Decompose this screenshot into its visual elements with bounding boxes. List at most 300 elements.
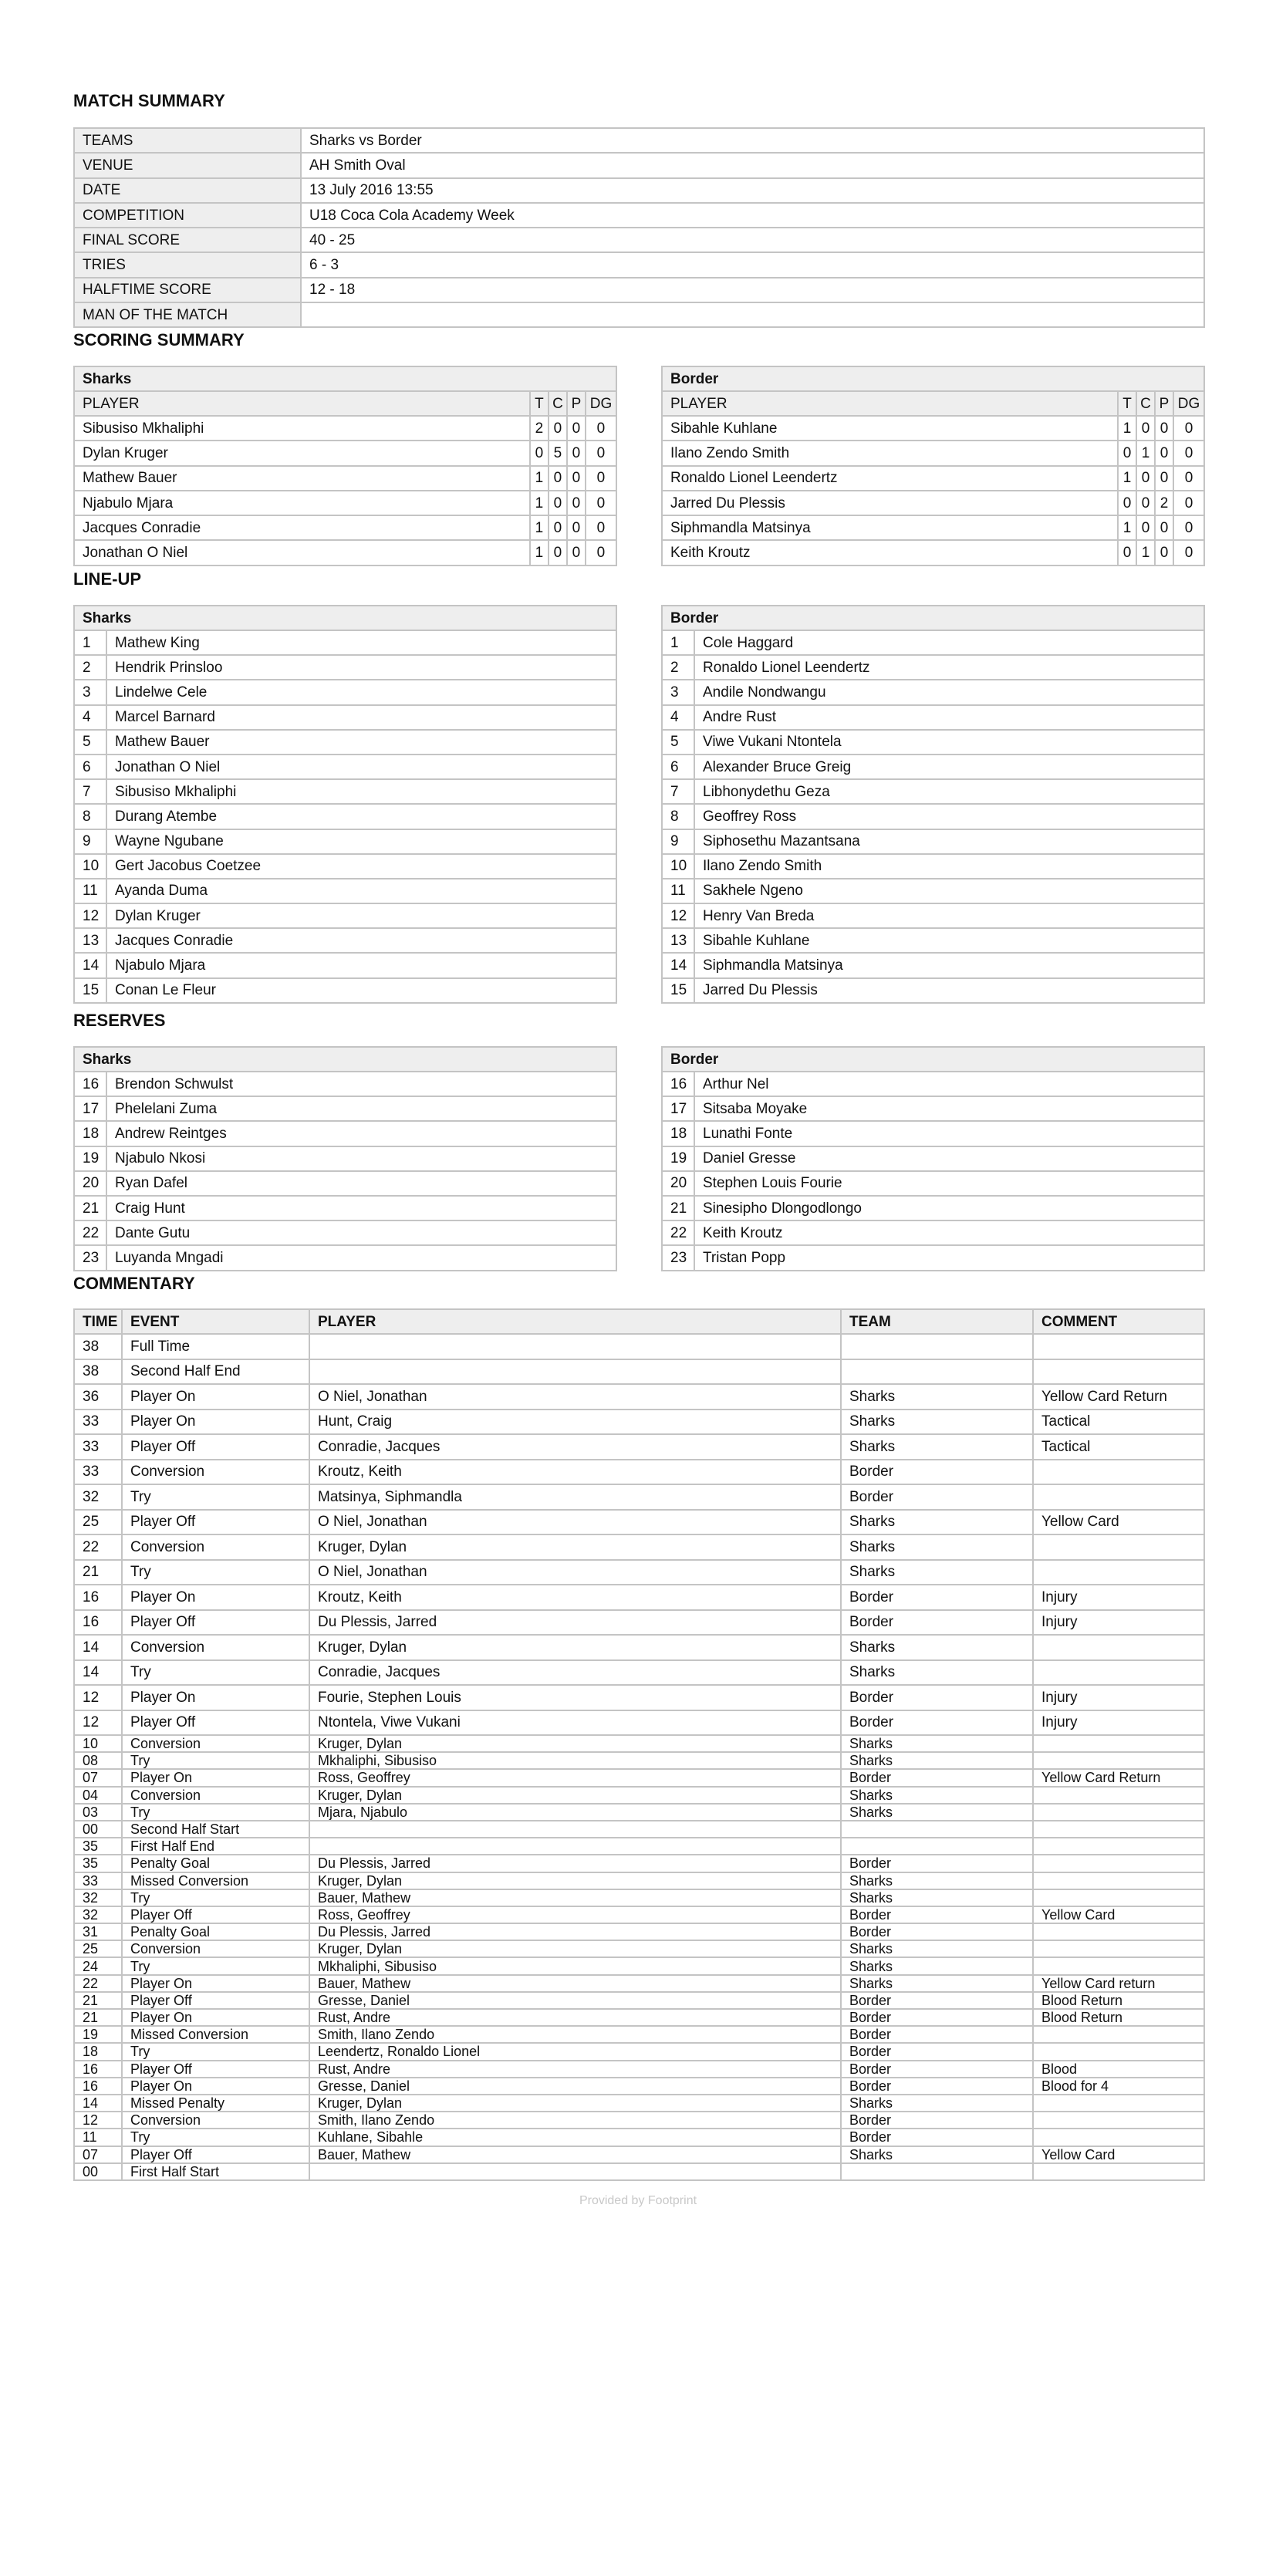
commentary-row xyxy=(74,2163,1204,2180)
commentary-event: Missed Penalty xyxy=(122,2095,309,2112)
commentary-comment xyxy=(1033,1872,1204,1889)
jersey-number: 15 xyxy=(662,978,694,1003)
jersey-number: 6 xyxy=(74,755,106,779)
team-header-row xyxy=(662,366,1204,391)
player-name: Siphmandla Matsinya xyxy=(694,953,1204,977)
score-value: 1 xyxy=(1118,466,1136,491)
jersey-number: 13 xyxy=(662,928,694,953)
player-name: Mathew Bauer xyxy=(106,730,616,755)
score-value: 0 xyxy=(1136,416,1155,441)
commentary-player: Kruger, Dylan xyxy=(309,1735,841,1752)
scoring-row xyxy=(662,441,1204,465)
commentary-team: Border xyxy=(841,1484,1033,1510)
player-name: Mathew King xyxy=(106,630,616,655)
commentary-team: Sharks xyxy=(841,1660,1033,1686)
player-name: Siphosethu Mazantsana xyxy=(694,829,1204,854)
player-row xyxy=(74,879,616,903)
jersey-number: 9 xyxy=(662,829,694,854)
column-header-row xyxy=(662,391,1204,416)
commentary-comment xyxy=(1033,1752,1204,1769)
commentary-row xyxy=(74,1804,1204,1821)
column-header: PLAYER xyxy=(74,391,530,416)
player-row xyxy=(662,953,1204,977)
commentary-team: Sharks xyxy=(841,1510,1033,1535)
player-row xyxy=(74,854,616,879)
player-name: Geoffrey Ross xyxy=(694,804,1204,829)
jersey-number: 5 xyxy=(74,730,106,755)
scoring-row xyxy=(662,540,1204,565)
commentary-comment: Blood xyxy=(1033,2061,1204,2078)
commentary-time: 25 xyxy=(74,1940,122,1957)
commentary-time: 10 xyxy=(74,1735,122,1752)
commentary-comment: Injury xyxy=(1033,1585,1204,1610)
score-value: 0 xyxy=(1136,466,1155,491)
commentary-player: Kruger, Dylan xyxy=(309,1534,841,1560)
commentary-player: Smith, Ilano Zendo xyxy=(309,2026,841,2043)
commentary-time: 32 xyxy=(74,1484,122,1510)
scoring-row xyxy=(662,416,1204,441)
player-name: Siphmandla Matsinya xyxy=(662,515,1118,540)
commentary-row xyxy=(74,1585,1204,1610)
commentary-event: Conversion xyxy=(122,1534,309,1560)
player-row xyxy=(74,630,616,655)
column-header: P xyxy=(1155,391,1173,416)
commentary-team: Sharks xyxy=(841,1889,1033,1906)
commentary-time: 21 xyxy=(74,1560,122,1585)
commentary-event: Second Half Start xyxy=(122,1821,309,1838)
jersey-number: 19 xyxy=(662,1146,694,1171)
jersey-number: 20 xyxy=(74,1171,106,1196)
player-name: Jacques Conradie xyxy=(106,928,616,953)
commentary-row xyxy=(74,1534,1204,1560)
jersey-number: 1 xyxy=(74,630,106,655)
commentary-player: Ross, Geoffrey xyxy=(309,1769,841,1786)
commentary-event: Player Off xyxy=(122,1510,309,1535)
commentary-team: Sharks xyxy=(841,1957,1033,1974)
score-value: 0 xyxy=(586,441,616,465)
commentary-event: Player On xyxy=(122,2009,309,2026)
commentary-event: Conversion xyxy=(122,1635,309,1660)
player-row xyxy=(662,730,1204,755)
commentary-event: Player On xyxy=(122,1685,309,1710)
player-name: Njabulo Mjara xyxy=(106,953,616,977)
score-value: 5 xyxy=(549,441,567,465)
commentary-row xyxy=(74,1510,1204,1535)
jersey-number: 22 xyxy=(662,1220,694,1245)
commentary-event: Player On xyxy=(122,1384,309,1410)
commentary-event: Player On xyxy=(122,1769,309,1786)
jersey-number: 18 xyxy=(74,1121,106,1146)
commentary-event: First Half End xyxy=(122,1838,309,1855)
commentary-row xyxy=(74,1957,1204,1974)
scoring-row xyxy=(74,441,616,465)
match-summary-heading: MATCH SUMMARY xyxy=(73,91,225,110)
commentary-time: 12 xyxy=(74,1710,122,1736)
commentary-event: Try xyxy=(122,2043,309,2060)
commentary-player: O Niel, Jonathan xyxy=(309,1384,841,1410)
score-value: 0 xyxy=(1173,540,1204,565)
score-value: 1 xyxy=(1136,540,1155,565)
summary-value: 13 July 2016 13:55 xyxy=(301,178,1204,203)
commentary-comment: Yellow Card xyxy=(1033,2146,1204,2163)
player-row xyxy=(74,978,616,1003)
commentary-team: Sharks xyxy=(841,1787,1033,1804)
player-name: Ayanda Duma xyxy=(106,879,616,903)
player-name: Keith Kroutz xyxy=(694,1220,1204,1245)
jersey-number: 3 xyxy=(74,680,106,704)
commentary-time: 35 xyxy=(74,1855,122,1872)
jersey-number: 23 xyxy=(662,1245,694,1270)
footer-credit: Provided by Footprint xyxy=(579,2194,697,2207)
commentary-team: Border xyxy=(841,2112,1033,2129)
player-row xyxy=(74,1121,616,1146)
score-value: 0 xyxy=(1155,540,1173,565)
summary-row xyxy=(74,252,1204,277)
commentary-time: 16 xyxy=(74,2061,122,2078)
commentary-event: Conversion xyxy=(122,1735,309,1752)
player-row xyxy=(74,1245,616,1270)
commentary-comment: Tactical xyxy=(1033,1410,1204,1435)
score-value: 0 xyxy=(1155,515,1173,540)
jersey-number: 10 xyxy=(662,854,694,879)
commentary-player: Du Plessis, Jarred xyxy=(309,1855,841,1872)
jersey-number: 6 xyxy=(662,755,694,779)
jersey-number: 4 xyxy=(74,705,106,730)
commentary-table xyxy=(73,1308,1205,2181)
commentary-team xyxy=(841,1838,1033,1855)
commentary-player xyxy=(309,1359,841,1385)
commentary-comment xyxy=(1033,2129,1204,2146)
commentary-event: Player Off xyxy=(122,1710,309,1736)
commentary-event: Try xyxy=(122,2129,309,2146)
commentary-team: Border xyxy=(841,2043,1033,2060)
commentary-comment xyxy=(1033,1838,1204,1855)
commentary-player: Rust, Andre xyxy=(309,2009,841,2026)
column-header: COMMENT xyxy=(1033,1309,1204,1334)
summary-label: FINAL SCORE xyxy=(74,228,301,252)
commentary-comment: Yellow Card xyxy=(1033,1906,1204,1923)
commentary-event: Player Off xyxy=(122,2061,309,2078)
commentary-time: 33 xyxy=(74,1410,122,1435)
jersey-number: 11 xyxy=(662,879,694,903)
player-row xyxy=(662,755,1204,779)
commentary-player: Conradie, Jacques xyxy=(309,1434,841,1460)
score-value: 0 xyxy=(549,466,567,491)
score-value: 0 xyxy=(567,416,586,441)
jersey-number: 5 xyxy=(662,730,694,755)
player-name: Sakhele Ngeno xyxy=(694,879,1204,903)
commentary-team: Border xyxy=(841,1769,1033,1786)
column-header: T xyxy=(530,391,549,416)
player-row xyxy=(662,879,1204,903)
commentary-time: 35 xyxy=(74,1838,122,1855)
player-name: Dylan Kruger xyxy=(74,441,530,465)
score-value: 0 xyxy=(1118,491,1136,515)
score-value: 0 xyxy=(1173,466,1204,491)
score-value: 0 xyxy=(1118,441,1136,465)
summary-label: TEAMS xyxy=(74,128,301,153)
commentary-event: Missed Conversion xyxy=(122,2026,309,2043)
column-header: P xyxy=(567,391,586,416)
commentary-comment: Injury xyxy=(1033,1710,1204,1736)
commentary-team: Sharks xyxy=(841,1940,1033,1957)
column-header: DG xyxy=(1173,391,1204,416)
score-value: 0 xyxy=(567,466,586,491)
score-value: 0 xyxy=(1155,416,1173,441)
commentary-player: Gresse, Daniel xyxy=(309,2078,841,2095)
player-name: Njabulo Nkosi xyxy=(106,1146,616,1171)
commentary-time: 14 xyxy=(74,1660,122,1686)
commentary-event: Full Time xyxy=(122,1334,309,1359)
commentary-event: Try xyxy=(122,1660,309,1686)
commentary-row xyxy=(74,1460,1204,1485)
team-header-row xyxy=(74,606,616,630)
scoring-table-border xyxy=(661,366,1205,566)
score-value: 0 xyxy=(1173,416,1204,441)
player-row xyxy=(662,779,1204,804)
commentary-event: Try xyxy=(122,1804,309,1821)
commentary-team: Border xyxy=(841,2061,1033,2078)
player-name: Dylan Kruger xyxy=(106,903,616,928)
score-value: 0 xyxy=(549,515,567,540)
commentary-time: 21 xyxy=(74,2009,122,2026)
score-value: 0 xyxy=(549,540,567,565)
player-row xyxy=(74,804,616,829)
score-value: 0 xyxy=(1173,441,1204,465)
score-value: 0 xyxy=(567,441,586,465)
scoring-row xyxy=(74,540,616,565)
player-row xyxy=(662,1196,1204,1220)
commentary-event: Try xyxy=(122,1752,309,1769)
jersey-number: 7 xyxy=(662,779,694,804)
commentary-team: Border xyxy=(841,1855,1033,1872)
score-value: 0 xyxy=(1118,540,1136,565)
player-name: Andrew Reintges xyxy=(106,1121,616,1146)
player-name: Alexander Bruce Greig xyxy=(694,755,1204,779)
player-name: Sinesipho Dlongodlongo xyxy=(694,1196,1204,1220)
commentary-time: 38 xyxy=(74,1359,122,1385)
commentary-event: Conversion xyxy=(122,1940,309,1957)
jersey-number: 15 xyxy=(74,978,106,1003)
commentary-team: Sharks xyxy=(841,1384,1033,1410)
player-row xyxy=(74,928,616,953)
commentary-event: Missed Conversion xyxy=(122,1872,309,1889)
commentary-time: 00 xyxy=(74,2163,122,2180)
player-name: Sibahle Kuhlane xyxy=(694,928,1204,953)
commentary-row xyxy=(74,2078,1204,2095)
player-name: Jonathan O Niel xyxy=(74,540,530,565)
jersey-number: 22 xyxy=(74,1220,106,1245)
commentary-time: 16 xyxy=(74,2078,122,2095)
summary-value: 40 - 25 xyxy=(301,228,1204,252)
team-name: Border xyxy=(662,366,1204,391)
commentary-comment: Injury xyxy=(1033,1610,1204,1636)
commentary-event: Conversion xyxy=(122,1460,309,1485)
commentary-comment: Yellow Card Return xyxy=(1033,1384,1204,1410)
commentary-player: Kruger, Dylan xyxy=(309,1940,841,1957)
reserves-heading: RESERVES xyxy=(73,1011,166,1030)
column-header: C xyxy=(549,391,567,416)
commentary-player: Du Plessis, Jarred xyxy=(309,1923,841,1940)
commentary-comment xyxy=(1033,1889,1204,1906)
jersey-number: 11 xyxy=(74,879,106,903)
jersey-number: 12 xyxy=(662,903,694,928)
commentary-player: Conradie, Jacques xyxy=(309,1660,841,1686)
commentary-team xyxy=(841,2163,1033,2180)
summary-label: HALFTIME SCORE xyxy=(74,278,301,302)
commentary-event: Player On xyxy=(122,1585,309,1610)
commentary-team: Sharks xyxy=(841,1560,1033,1585)
commentary-time: 03 xyxy=(74,1804,122,1821)
reserves-table-sharks xyxy=(73,1046,617,1271)
player-name: Luyanda Mngadi xyxy=(106,1245,616,1270)
commentary-heading: COMMENTARY xyxy=(73,1274,195,1293)
commentary-row xyxy=(74,2009,1204,2026)
jersey-number: 2 xyxy=(662,655,694,680)
commentary-comment xyxy=(1033,1660,1204,1686)
commentary-event: Player Off xyxy=(122,1610,309,1636)
score-value: 0 xyxy=(1173,491,1204,515)
commentary-comment xyxy=(1033,1855,1204,1872)
commentary-time: 07 xyxy=(74,1769,122,1786)
player-name: Marcel Barnard xyxy=(106,705,616,730)
commentary-time: 18 xyxy=(74,2043,122,2060)
commentary-time: 14 xyxy=(74,2095,122,2112)
commentary-time: 25 xyxy=(74,1510,122,1535)
commentary-player: Hunt, Craig xyxy=(309,1410,841,1435)
team-name: Sharks xyxy=(74,366,616,391)
commentary-event: Try xyxy=(122,1560,309,1585)
commentary-player: Mkhaliphi, Sibusiso xyxy=(309,1957,841,1974)
commentary-row xyxy=(74,2146,1204,2163)
player-name: Lunathi Fonte xyxy=(694,1121,1204,1146)
commentary-player: Matsinya, Siphmandla xyxy=(309,1484,841,1510)
player-name: Jonathan O Niel xyxy=(106,755,616,779)
team-header-row xyxy=(74,1047,616,1072)
score-value: 0 xyxy=(586,540,616,565)
player-name: Daniel Gresse xyxy=(694,1146,1204,1171)
summary-row xyxy=(74,203,1204,228)
jersey-number: 21 xyxy=(74,1196,106,1220)
jersey-number: 16 xyxy=(74,1072,106,1096)
score-value: 1 xyxy=(530,466,549,491)
player-name: Hendrik Prinsloo xyxy=(106,655,616,680)
team-name: Border xyxy=(662,606,1204,630)
commentary-comment xyxy=(1033,1334,1204,1359)
commentary-header-row xyxy=(74,1309,1204,1334)
commentary-player: Ross, Geoffrey xyxy=(309,1906,841,1923)
commentary-comment xyxy=(1033,1484,1204,1510)
commentary-comment: Blood Return xyxy=(1033,2009,1204,2026)
commentary-time: 32 xyxy=(74,1889,122,1906)
commentary-player: Bauer, Mathew xyxy=(309,1975,841,1992)
score-value: 0 xyxy=(1155,441,1173,465)
commentary-player: Du Plessis, Jarred xyxy=(309,1610,841,1636)
commentary-time: 12 xyxy=(74,2112,122,2129)
player-name: Henry Van Breda xyxy=(694,903,1204,928)
commentary-row xyxy=(74,2112,1204,2129)
commentary-row xyxy=(74,1560,1204,1585)
commentary-team: Sharks xyxy=(841,1804,1033,1821)
commentary-player xyxy=(309,2163,841,2180)
score-value: 0 xyxy=(586,491,616,515)
match-summary-table xyxy=(73,127,1205,328)
commentary-player: Kruger, Dylan xyxy=(309,2095,841,2112)
score-value: 0 xyxy=(549,416,567,441)
player-row xyxy=(74,680,616,704)
commentary-comment xyxy=(1033,1787,1204,1804)
commentary-comment xyxy=(1033,1957,1204,1974)
commentary-row xyxy=(74,1787,1204,1804)
reserves-table-border xyxy=(661,1046,1205,1271)
player-name: Jacques Conradie xyxy=(74,515,530,540)
player-row xyxy=(662,705,1204,730)
commentary-event: Conversion xyxy=(122,2112,309,2129)
commentary-row xyxy=(74,1838,1204,1855)
scoring-row xyxy=(662,491,1204,515)
player-row xyxy=(662,630,1204,655)
commentary-comment xyxy=(1033,1804,1204,1821)
player-name: Sitsaba Moyake xyxy=(694,1096,1204,1121)
score-value: 1 xyxy=(1118,515,1136,540)
player-name: Tristan Popp xyxy=(694,1245,1204,1270)
commentary-player: Ntontela, Viwe Vukani xyxy=(309,1710,841,1736)
score-value: 1 xyxy=(530,491,549,515)
player-name: Ronaldo Lionel Leendertz xyxy=(662,466,1118,491)
summary-value xyxy=(301,302,1204,327)
commentary-row xyxy=(74,1660,1204,1686)
player-name: Craig Hunt xyxy=(106,1196,616,1220)
player-row xyxy=(662,1121,1204,1146)
player-name: Conan Le Fleur xyxy=(106,978,616,1003)
team-name: Sharks xyxy=(74,1047,616,1072)
summary-row xyxy=(74,128,1204,153)
column-header: EVENT xyxy=(122,1309,309,1334)
score-value: 1 xyxy=(530,540,549,565)
team-header-row xyxy=(662,1047,1204,1072)
commentary-event: Player Off xyxy=(122,1434,309,1460)
player-name: Ryan Dafel xyxy=(106,1171,616,1196)
player-name: Ilano Zendo Smith xyxy=(662,441,1118,465)
player-row xyxy=(74,1171,616,1196)
summary-label: COMPETITION xyxy=(74,203,301,228)
commentary-row xyxy=(74,2043,1204,2060)
commentary-row xyxy=(74,1735,1204,1752)
score-value: 0 xyxy=(586,515,616,540)
commentary-team: Sharks xyxy=(841,1975,1033,1992)
player-name: Keith Kroutz xyxy=(662,540,1118,565)
summary-value: 6 - 3 xyxy=(301,252,1204,277)
player-row xyxy=(662,829,1204,854)
commentary-event: Player On xyxy=(122,1975,309,1992)
commentary-player: Smith, Ilano Zendo xyxy=(309,2112,841,2129)
commentary-event: Try xyxy=(122,1889,309,1906)
jersey-number: 17 xyxy=(74,1096,106,1121)
commentary-time: 31 xyxy=(74,1923,122,1940)
summary-row xyxy=(74,278,1204,302)
commentary-event: Player On xyxy=(122,1410,309,1435)
commentary-row xyxy=(74,1635,1204,1660)
team-name: Border xyxy=(662,1047,1204,1072)
commentary-time: 32 xyxy=(74,1906,122,1923)
column-header: T xyxy=(1118,391,1136,416)
player-row xyxy=(74,730,616,755)
commentary-comment xyxy=(1033,2043,1204,2060)
commentary-team: Sharks xyxy=(841,2146,1033,2163)
jersey-number: 10 xyxy=(74,854,106,879)
player-row xyxy=(662,903,1204,928)
commentary-comment: Injury xyxy=(1033,1685,1204,1710)
